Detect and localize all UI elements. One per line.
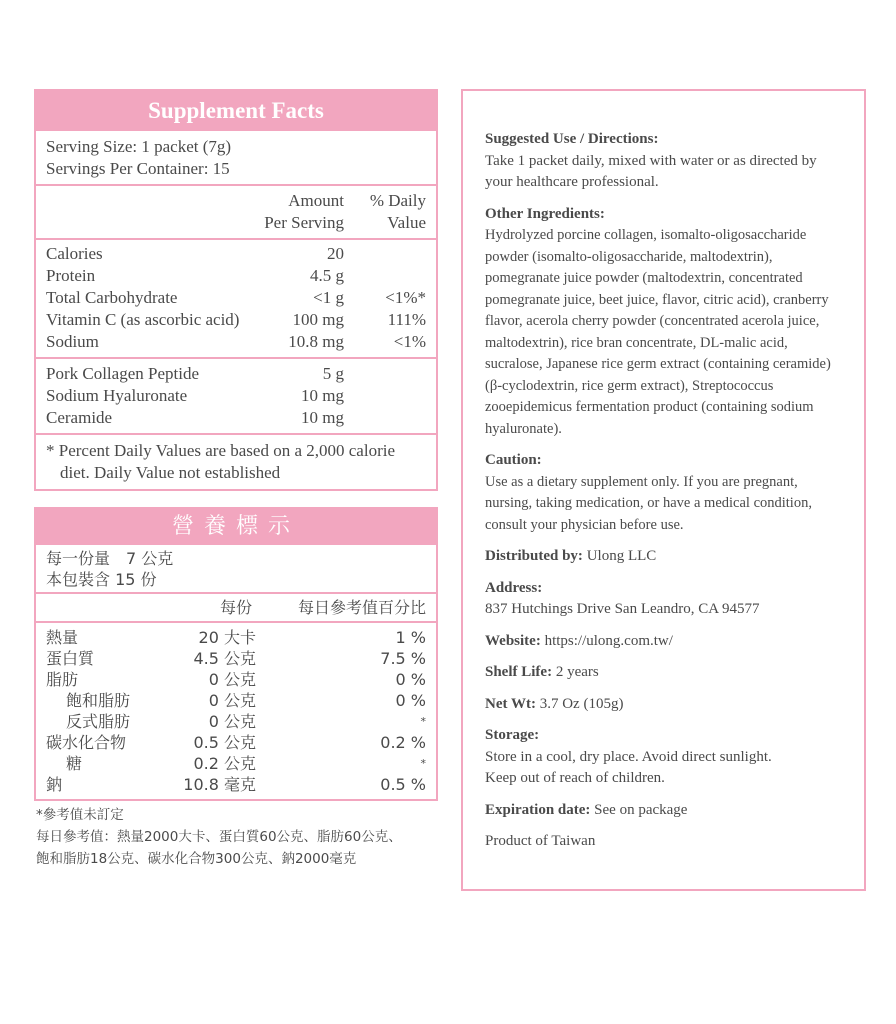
net-weight-value: 3.7 Oz (105g) bbox=[539, 695, 624, 712]
nutrient-row-zh: 碳水化合物 0.5 公克 0.2 % bbox=[46, 733, 426, 752]
dv-header: % Daily bbox=[369, 191, 426, 210]
serving-size-zh: 每一份量 7 公克 bbox=[46, 549, 174, 568]
daily-pct-header: 每日參考值百分比 bbox=[297, 598, 426, 617]
serving-size: Serving Size: 1 packet (7g) bbox=[46, 137, 232, 156]
footnote-not-established: *參考值未訂定 bbox=[36, 807, 124, 823]
amount-header: Amount bbox=[288, 191, 344, 210]
website bbox=[485, 631, 842, 653]
nutrient-row-zh: 糖 0.2 公克 * bbox=[66, 754, 426, 773]
distributed-by-label: Distributed by: bbox=[485, 548, 583, 564]
website-link[interactable]: https://ulong.com.tw/ bbox=[544, 632, 673, 649]
other-ingredients-label: Other Ingredients: bbox=[485, 205, 605, 222]
storage-label: Storage: bbox=[485, 727, 540, 743]
nutrient-row: Vitamin C (as ascorbic acid) 100 mg 111% bbox=[46, 310, 426, 329]
footnote-daily-reference: 每日參考值：熱量2000大卡、蛋白質60公克、脂肪60公克、 bbox=[36, 829, 402, 845]
directions-section bbox=[485, 129, 842, 194]
shelf-life bbox=[485, 662, 842, 684]
nutrient-row-zh: 熱量 20 大卡 1 % bbox=[46, 628, 426, 647]
nutrients-section bbox=[36, 238, 436, 357]
nutrition-label-zh-title: 營養標示 bbox=[34, 507, 438, 545]
nutrient-row: Total Carbohydrate <1 g <1%* bbox=[46, 288, 426, 307]
serving-info-zh bbox=[36, 545, 436, 592]
nutrient-row-zh: 蛋白質 4.5 公克 7.5 % bbox=[46, 649, 426, 668]
column-header bbox=[36, 184, 436, 238]
expiration bbox=[485, 800, 842, 822]
net-weight-label: Net Wt: bbox=[485, 695, 536, 712]
ingredient-row: Pork Collagen Peptide 5 g bbox=[46, 364, 344, 383]
net-weight bbox=[485, 694, 842, 716]
dv-header-line2: Value bbox=[387, 213, 426, 232]
caution-section bbox=[485, 450, 842, 536]
address-section bbox=[485, 578, 842, 621]
expiration-label: Expiration date: bbox=[485, 801, 591, 818]
ingredient-row: Ceramide 10 mg bbox=[46, 408, 344, 427]
address-value: 837 Hutchings Drive San Leandro, CA 94577 bbox=[485, 601, 760, 617]
nutrition-footnotes-zh bbox=[36, 804, 456, 870]
nutrition-label-zh bbox=[34, 507, 438, 801]
nutrient-row-zh: 脂肪 0 公克 0 % bbox=[46, 670, 426, 689]
directions-label: Suggested Use / Directions: bbox=[485, 131, 659, 147]
servings-per-package-zh: 本包裝含 15 份 bbox=[46, 570, 157, 589]
address-label: Address: bbox=[485, 579, 543, 596]
shelf-life-value: 2 years bbox=[555, 664, 599, 680]
serving-info bbox=[36, 131, 436, 184]
nutrient-row: Sodium 10.8 mg <1% bbox=[46, 332, 426, 351]
product-origin: Product of Taiwan bbox=[485, 833, 596, 849]
directions-text: Take 1 packet daily, mixed with water or as directed by your healthcare professional. bbox=[485, 152, 817, 190]
nutrient-row-zh: 飽和脂肪 0 公克 0 % bbox=[66, 691, 426, 710]
storage-line-1: Store in a cool, dry place. Avoid direct sunlight. bbox=[485, 748, 772, 765]
nutrient-row: Protein 4.5 g bbox=[46, 266, 344, 285]
distributed-by bbox=[485, 546, 842, 568]
nutrient-row-zh: 反式脂肪 0 公克 * bbox=[66, 712, 426, 731]
expiration-value: See on package bbox=[594, 801, 688, 818]
supplement-facts-title: Supplement Facts bbox=[34, 89, 438, 131]
nutrient-rows-zh bbox=[36, 621, 436, 799]
caution-text: Use as a dietary supplement only. If you are pregnant, nursing, taking medication, or have a medical condition, consult your physician before use. bbox=[485, 473, 812, 533]
product-info-panel bbox=[461, 89, 866, 891]
column-header-zh bbox=[36, 592, 436, 621]
amount-header-line2: Per Serving bbox=[264, 213, 344, 232]
servings-per-container: Servings Per Container: 15 bbox=[46, 159, 230, 178]
footnote-daily-reference-cont: 飽和脂肪18公克、碳水化合物300公克、鈉2000毫克 bbox=[36, 851, 357, 867]
shelf-life-label: Shelf Life: bbox=[485, 664, 553, 680]
other-ingredients-text: Hydrolyzed porcine collagen, isomalto-oligosaccharide powder (isomalto-oligosaccharide, maltodextrin), pomegranate juice powder (maltodextrin, concentrated pomegranate juice, beet juice, flavor, citric acid), cranberry flavor, acerola cherry powder (concentrated acerola juice, maltodextrin), rice bran concentrate, DL-malic acid, sucralose, Japanese rice germ extract (containing ceramide) (β-cyclodextrin, rice germ extract), Streptococcus zooepidemicus fermentation product (containing sodium hyaluronate). bbox=[485, 227, 831, 437]
ingredient-row: Sodium Hyaluronate 10 mg bbox=[46, 386, 344, 405]
per-serving-header: 每份 bbox=[219, 598, 252, 617]
storage-section bbox=[485, 725, 842, 790]
website-label: Website: bbox=[485, 632, 541, 649]
caution-label: Caution: bbox=[485, 452, 542, 468]
distributed-by-value: Ulong LLC bbox=[586, 548, 657, 564]
ingredients-section bbox=[36, 357, 436, 433]
other-ingredients-section bbox=[485, 204, 842, 441]
nutrient-row-zh: 鈉 10.8 毫克 0.5 % bbox=[46, 775, 426, 794]
storage-line-2: Keep out of reach of children. bbox=[485, 770, 665, 786]
footnote-section bbox=[36, 433, 436, 489]
nutrient-row: Calories 20 bbox=[46, 244, 344, 263]
supplement-facts-panel bbox=[34, 89, 438, 491]
daily-value-footnote: * Percent Daily Values are based on a 2,000 calorie diet. Daily Value not established bbox=[46, 441, 396, 482]
